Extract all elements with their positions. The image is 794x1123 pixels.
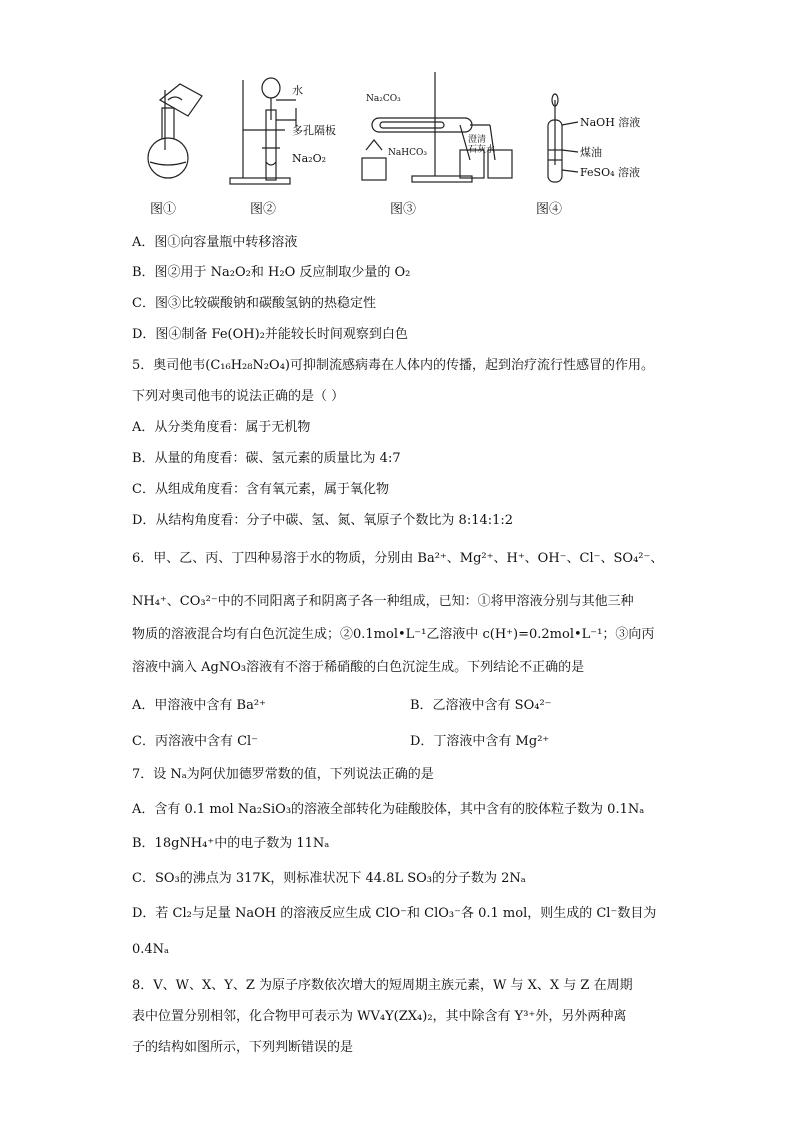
q4-option-d: D．图④制备 Fe(OH)₂并能较长时间观察到白色 <box>132 327 408 342</box>
q6-option-b: B．乙溶液中含有 SO₄²⁻ <box>410 698 552 713</box>
q6-stem-1: 6．甲、乙、丙、丁四种易溶于水的物质，分别由 Ba²⁺、Mg²⁺、H⁺、OH⁻、Cl⁻、SO₄²⁻、 <box>132 551 664 566</box>
q6-stem-4: 溶液中滴入 AgNO₃溶液有不溶于稀硝酸的白色沉淀生成。下列结论不正确的是 <box>132 660 585 675</box>
label-feso4: FeSO₄ 溶液 <box>580 166 641 179</box>
q5-stem-1: 5．奥司他韦(C₁₆H₂₈N₂O₄)可抑制流感病毒在人体内的传播，起到治疗流行性感冒的作用。 <box>132 358 654 373</box>
label-na2o2: Na₂O₂ <box>292 152 327 165</box>
apparatus-drawings <box>0 0 794 220</box>
gas-generator-drawing <box>230 78 296 184</box>
q8-stem-1: 8．V、W、X、Y、Z 为原子序数依次增大的短周期主族元素，W 与 X、X 与 Z 在周期 <box>132 978 633 993</box>
q7-option-a: A．含有 0.1 mol Na₂SiO₃的溶液全部转化为硅酸胶体，其中含有的胶体粒子数为 0.1Nₐ <box>132 802 645 817</box>
label-kerosene: 煤油 <box>580 146 602 159</box>
label-na2co3: Na₂CO₃ <box>366 94 401 104</box>
q4-option-c: C．图③比较碳酸钠和碳酸氢钠的热稳定性 <box>132 296 376 311</box>
q5-stem-2: 下列对奥司他韦的说法正确的是（ ） <box>132 389 345 404</box>
q6-stem-3: 物质的溶液混合均有白色沉淀生成；②0.1mol•L⁻¹乙溶液中 c(H⁺)=0.2mol•L⁻¹；③向丙 <box>132 627 655 642</box>
q7-option-b: B．18gNH₄⁺中的电子数为 11Nₐ <box>132 836 330 851</box>
q6-option-d: D．丁溶液中含有 Mg²⁺ <box>410 734 550 749</box>
q7-option-d-2: 0.4Nₐ <box>132 942 170 957</box>
q7-option-d-1: D．若 Cl₂与足量 NaOH 的溶液反应生成 ClO⁻和 ClO₃⁻各 0.1 mol，则生成的 Cl⁻数目为 <box>132 906 657 921</box>
q5-option-c: C．从组成角度看：含有氧元素，属于氧化物 <box>132 482 389 497</box>
q7-option-c: C．SO₃的沸点为 317K，则标准状况下 44.8L SO₃的分子数为 2Nₐ <box>132 871 526 886</box>
caption-fig3: 图③ <box>390 202 417 217</box>
q8-stem-3: 子的结构如图所示，下列判断错误的是 <box>132 1040 354 1055</box>
caption-fig2: 图② <box>250 202 277 217</box>
heating-apparatus-drawing <box>362 72 512 182</box>
label-limewater-1: 澄清 <box>468 135 487 145</box>
q5-option-d: D．从结构角度看：分子中碳、氢、氮、氧原子个数比为 8:14:1:2 <box>132 513 514 528</box>
q5-option-b: B．从量的角度看：碳、氢元素的质量比为 4:7 <box>132 451 401 466</box>
caption-fig4: 图④ <box>536 202 563 217</box>
label-porous-plate: 多孔隔板 <box>292 124 336 137</box>
q4-option-b: B．图②用于 Na₂O₂和 H₂O 反应制取少量的 O₂ <box>132 265 411 280</box>
label-naoh: NaOH 溶液 <box>580 116 641 129</box>
q6-stem-2: NH₄⁺、CO₃²⁻中的不同阳离子和阴离子各一种组成，已知：①将甲溶液分别与其他三种 <box>132 594 634 609</box>
q8-stem-2: 表中位置分别相邻，化合物甲可表示为 WV₄Y(ZX₄)₂，其中除含有 Y³⁺外，另外两种离 <box>132 1009 627 1024</box>
caption-fig1: 图① <box>150 202 177 217</box>
q7-stem: 7．设 Nₐ为阿伏加德罗常数的值，下列说法正确的是 <box>132 767 434 782</box>
q6-option-a: A．甲溶液中含有 Ba²⁺ <box>132 698 266 713</box>
label-limewater-2: 石灰水 <box>468 145 496 155</box>
q5-option-a: A．从分类角度看：属于无机物 <box>132 420 311 435</box>
label-nahco3: NaHCO₃ <box>388 148 427 158</box>
q6-option-c: C．丙溶液中含有 Cl⁻ <box>132 734 259 749</box>
label-water: 水 <box>292 84 303 97</box>
volumetric-flask-drawing <box>148 84 202 178</box>
q4-option-a: A．图①向容量瓶中转移溶液 <box>132 235 298 250</box>
test-tube-drawing <box>548 94 578 182</box>
